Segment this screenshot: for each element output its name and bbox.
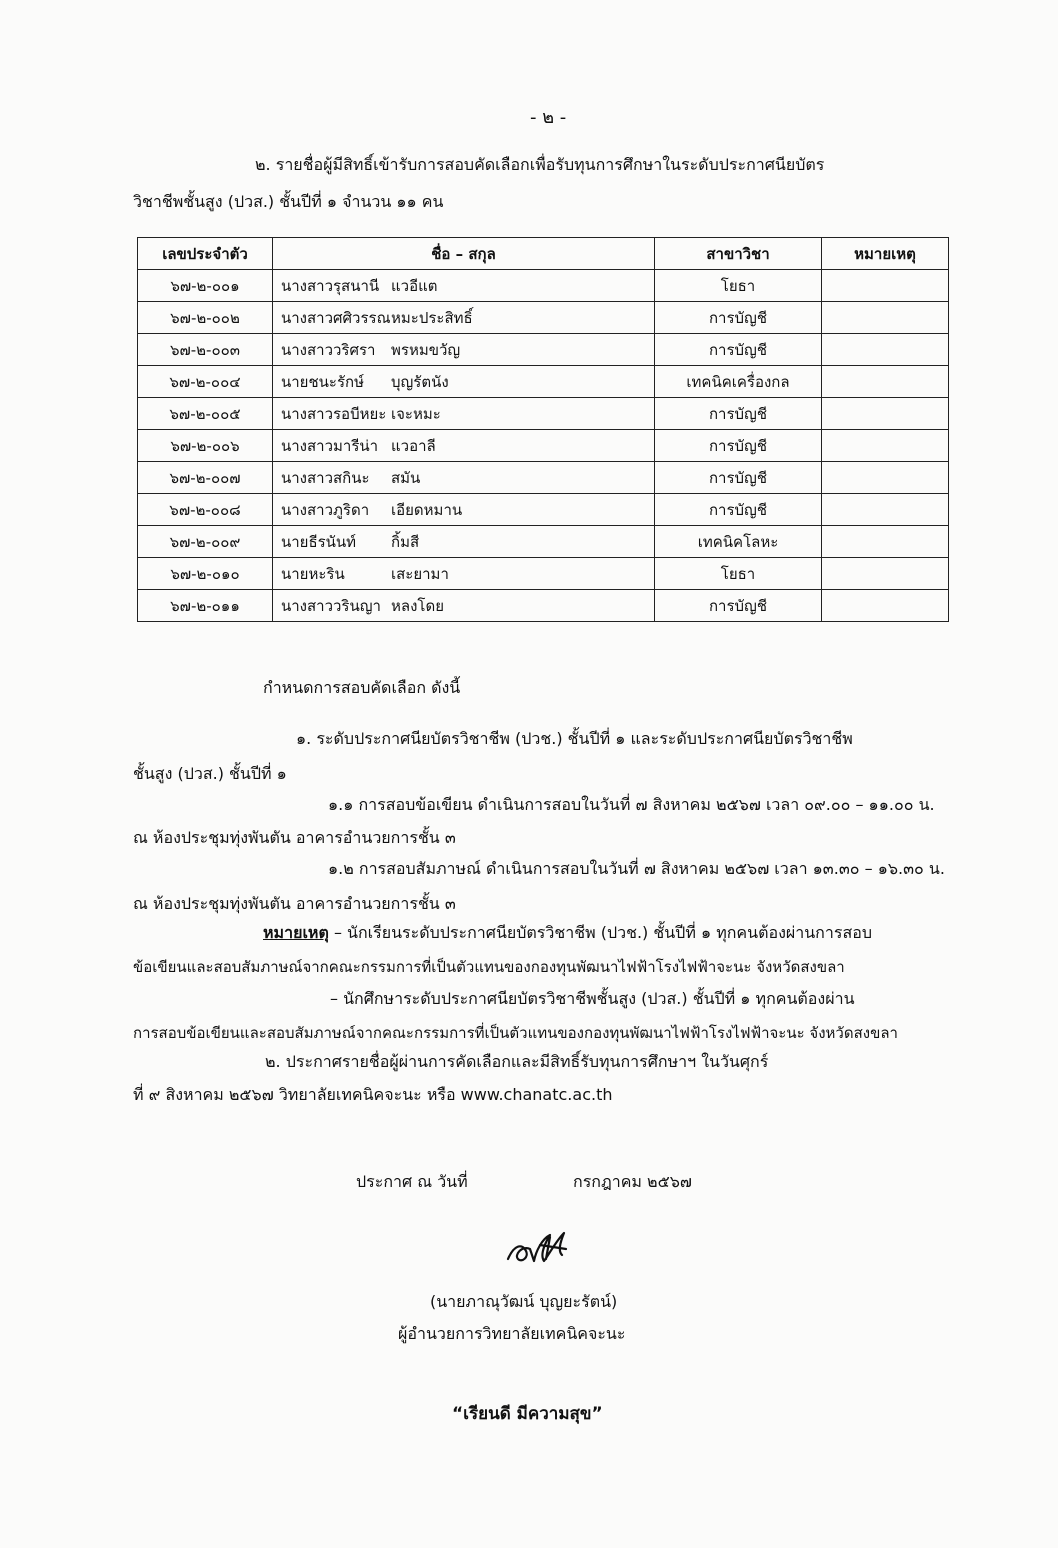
last-name: เจะหมะ bbox=[391, 404, 441, 423]
cell-note bbox=[822, 270, 949, 302]
schedule-item1-2-line2: ณ ห้องประชุมทุ่งพันตัน อาคารอำนวยการชั้น ๓ bbox=[133, 894, 456, 913]
cell-major: การบัญชี bbox=[655, 334, 822, 366]
table-row bbox=[138, 366, 949, 398]
section-heading-line1: ๒. รายชื่อผู้มีสิทธิ์เข้ารับการสอบคัดเลือกเพื่อรับทุนการศึกษาในระดับประกาศนียบัตร bbox=[255, 155, 825, 174]
table-row bbox=[138, 558, 949, 590]
cell-note bbox=[822, 558, 949, 590]
motto: “เรียนดี มีความสุข” bbox=[452, 1404, 603, 1424]
last-name: กิ้มสี bbox=[391, 532, 420, 551]
cell-name bbox=[273, 302, 655, 334]
first-name: นางสาวรุสนานี bbox=[281, 276, 380, 295]
remark-label: หมายเหตุ bbox=[263, 923, 329, 942]
cell-note bbox=[822, 430, 949, 462]
schedule-item1-line2: ชั้นสูง (ปวส.) ชั้นปีที่ ๑ bbox=[133, 764, 287, 783]
cell-name bbox=[273, 462, 655, 494]
first-name: นางสาวสกินะ bbox=[281, 468, 370, 487]
table-header-row bbox=[138, 238, 949, 270]
cell-id: ๖๗-๒-๐๑๐ bbox=[138, 558, 273, 590]
table-row bbox=[138, 270, 949, 302]
cell-note bbox=[822, 494, 949, 526]
cell-note bbox=[822, 590, 949, 622]
last-name: เสะยามา bbox=[391, 564, 449, 583]
first-name: นายหะริน bbox=[281, 564, 345, 583]
last-name: แวอีแต bbox=[391, 276, 438, 295]
announcement-month-year: กรกฎาคม ๒๕๖๗ bbox=[573, 1172, 692, 1191]
cell-major: โยธา bbox=[655, 558, 822, 590]
schedule-item1-1-line2: ณ ห้องประชุมทุ่งพันตัน อาคารอำนวยการชั้น ๓ bbox=[133, 828, 456, 847]
cell-note bbox=[822, 462, 949, 494]
cell-note bbox=[822, 334, 949, 366]
cell-note bbox=[822, 526, 949, 558]
cell-name bbox=[273, 366, 655, 398]
page-number: - ๒ - bbox=[530, 107, 567, 128]
signature-image bbox=[500, 1215, 580, 1275]
schedule-item2-line1: ๒. ประกาศรายชื่อผู้ผ่านการคัดเลือกและมีสิทธิ์รับทุนการศึกษาฯ ในวันศุกร์ bbox=[265, 1052, 769, 1071]
schedule-item2-line2: ที่ ๙ สิงหาคม ๒๕๖๗ วิทยาลัยเทคนิคจะนะ หรือ www.chanatc.ac.th bbox=[133, 1085, 613, 1104]
cell-name bbox=[273, 558, 655, 590]
signer-name: (นายภาณุวัฒน์ บุญยะรัตน์) bbox=[430, 1292, 618, 1311]
header-major: สาขาวิชา bbox=[655, 238, 822, 270]
schedule-intro: กำหนดการสอบคัดเลือก ดังนี้ bbox=[263, 678, 461, 697]
signer-title: ผู้อำนวยการวิทยาลัยเทคนิคจะนะ bbox=[398, 1324, 626, 1343]
announcement-date-prefix: ประกาศ ณ วันที่ bbox=[356, 1172, 468, 1191]
last-name: เอียดหมาน bbox=[391, 500, 463, 519]
cell-name bbox=[273, 398, 655, 430]
last-name: สมัน bbox=[391, 468, 421, 487]
first-name: นางสาวรอบีหยะ bbox=[281, 404, 387, 423]
last-name: แวอาลี bbox=[391, 436, 436, 455]
cell-id: ๖๗-๒-๐๐๖ bbox=[138, 430, 273, 462]
cell-major: เทคนิคเครื่องกล bbox=[655, 366, 822, 398]
cell-major: การบัญชี bbox=[655, 462, 822, 494]
table-row bbox=[138, 494, 949, 526]
first-name: นายธีรนันท์ bbox=[281, 532, 357, 551]
cell-id: ๖๗-๒-๐๑๑ bbox=[138, 590, 273, 622]
candidate-table bbox=[137, 237, 949, 622]
first-name: นายชนะรักษ์ bbox=[281, 372, 364, 391]
cell-major: การบัญชี bbox=[655, 494, 822, 526]
cell-major: การบัญชี bbox=[655, 302, 822, 334]
table-row bbox=[138, 462, 949, 494]
remark2-line2: การสอบข้อเขียนและสอบสัมภาษณ์จากคณะกรรมการที่เป็นตัวแทนของกองทุนพัฒนาไฟฟ้าโรงไฟฟ้าจะนะ จังหวัดสงขลา bbox=[133, 1024, 898, 1042]
cell-name bbox=[273, 430, 655, 462]
cell-major: การบัญชี bbox=[655, 430, 822, 462]
cell-id: ๖๗-๒-๐๐๘ bbox=[138, 494, 273, 526]
cell-id: ๖๗-๒-๐๐๗ bbox=[138, 462, 273, 494]
table-row bbox=[138, 398, 949, 430]
first-name: นางสาวภูริดา bbox=[281, 500, 370, 519]
remark2-line1: – นักศึกษาระดับประกาศนียบัตรวิชาชีพชั้นสูง (ปวส.) ชั้นปีที่ ๑ ทุกคนต้องผ่าน bbox=[330, 989, 855, 1008]
cell-name bbox=[273, 494, 655, 526]
cell-major: โยธา bbox=[655, 270, 822, 302]
schedule-item1-line1: ๑. ระดับประกาศนียบัตรวิชาชีพ (ปวช.) ชั้นปีที่ ๑ และระดับประกาศนียบัตรวิชาชีพ bbox=[296, 729, 853, 748]
cell-id: ๖๗-๒-๐๐๓ bbox=[138, 334, 273, 366]
table-row bbox=[138, 302, 949, 334]
table-row bbox=[138, 430, 949, 462]
first-name: นางสาววริศรา bbox=[281, 340, 376, 359]
cell-name bbox=[273, 526, 655, 558]
last-name: หลงโดย bbox=[391, 596, 444, 615]
cell-note bbox=[822, 398, 949, 430]
cell-id: ๖๗-๒-๐๐๒ bbox=[138, 302, 273, 334]
cell-major: การบัญชี bbox=[655, 398, 822, 430]
table-row bbox=[138, 526, 949, 558]
last-name: หมะประสิทธิ์ bbox=[391, 308, 473, 327]
schedule-item1-2-line1: ๑.๒ การสอบสัมภาษณ์ ดำเนินการสอบในวันที่ ๗ สิงหาคม ๒๕๖๗ เวลา ๑๓.๓๐ – ๑๖.๓๐ น. bbox=[328, 859, 945, 878]
cell-id: ๖๗-๒-๐๐๕ bbox=[138, 398, 273, 430]
header-id: เลขประจำตัว bbox=[138, 238, 273, 270]
last-name: บุญรัตนัง bbox=[391, 372, 449, 391]
cell-note bbox=[822, 302, 949, 334]
remark1-text: – นักเรียนระดับประกาศนียบัตรวิชาชีพ (ปวช.) ชั้นปีที่ ๑ ทุกคนต้องผ่านการสอบ bbox=[328, 923, 872, 942]
cell-name bbox=[273, 590, 655, 622]
remark1-line1 bbox=[263, 921, 872, 946]
header-note: หมายเหตุ bbox=[822, 238, 949, 270]
last-name: พรหมขวัญ bbox=[391, 340, 461, 359]
section-heading-line2: วิชาชีพชั้นสูง (ปวส.) ชั้นปีที่ ๑ จำนวน ๑๑ คน bbox=[133, 192, 444, 211]
schedule-item1-1-line1: ๑.๑ การสอบข้อเขียน ดำเนินการสอบในวันที่ ๗ สิงหาคม ๒๕๖๗ เวลา ๐๙.๐๐ – ๑๑.๐๐ น. bbox=[328, 795, 935, 814]
first-name: นางสาวมารีน่า bbox=[281, 436, 379, 455]
first-name: นางสาววรินญา bbox=[281, 596, 381, 615]
table-row bbox=[138, 590, 949, 622]
cell-id: ๖๗-๒-๐๐๑ bbox=[138, 270, 273, 302]
header-name: ชื่อ – สกุล bbox=[273, 238, 655, 270]
cell-name bbox=[273, 334, 655, 366]
remark1-line2: ข้อเขียนและสอบสัมภาษณ์จากคณะกรรมการที่เป็นตัวแทนของกองทุนพัฒนาไฟฟ้าโรงไฟฟ้าจะนะ จังหวัดสงขลา bbox=[133, 958, 845, 976]
cell-major: เทคนิคโลหะ bbox=[655, 526, 822, 558]
cell-note bbox=[822, 366, 949, 398]
first-name: นางสาวศศิวรรณ bbox=[281, 308, 391, 327]
table-row bbox=[138, 334, 949, 366]
cell-name bbox=[273, 270, 655, 302]
cell-id: ๖๗-๒-๐๐๙ bbox=[138, 526, 273, 558]
cell-major: การบัญชี bbox=[655, 590, 822, 622]
cell-id: ๖๗-๒-๐๐๔ bbox=[138, 366, 273, 398]
